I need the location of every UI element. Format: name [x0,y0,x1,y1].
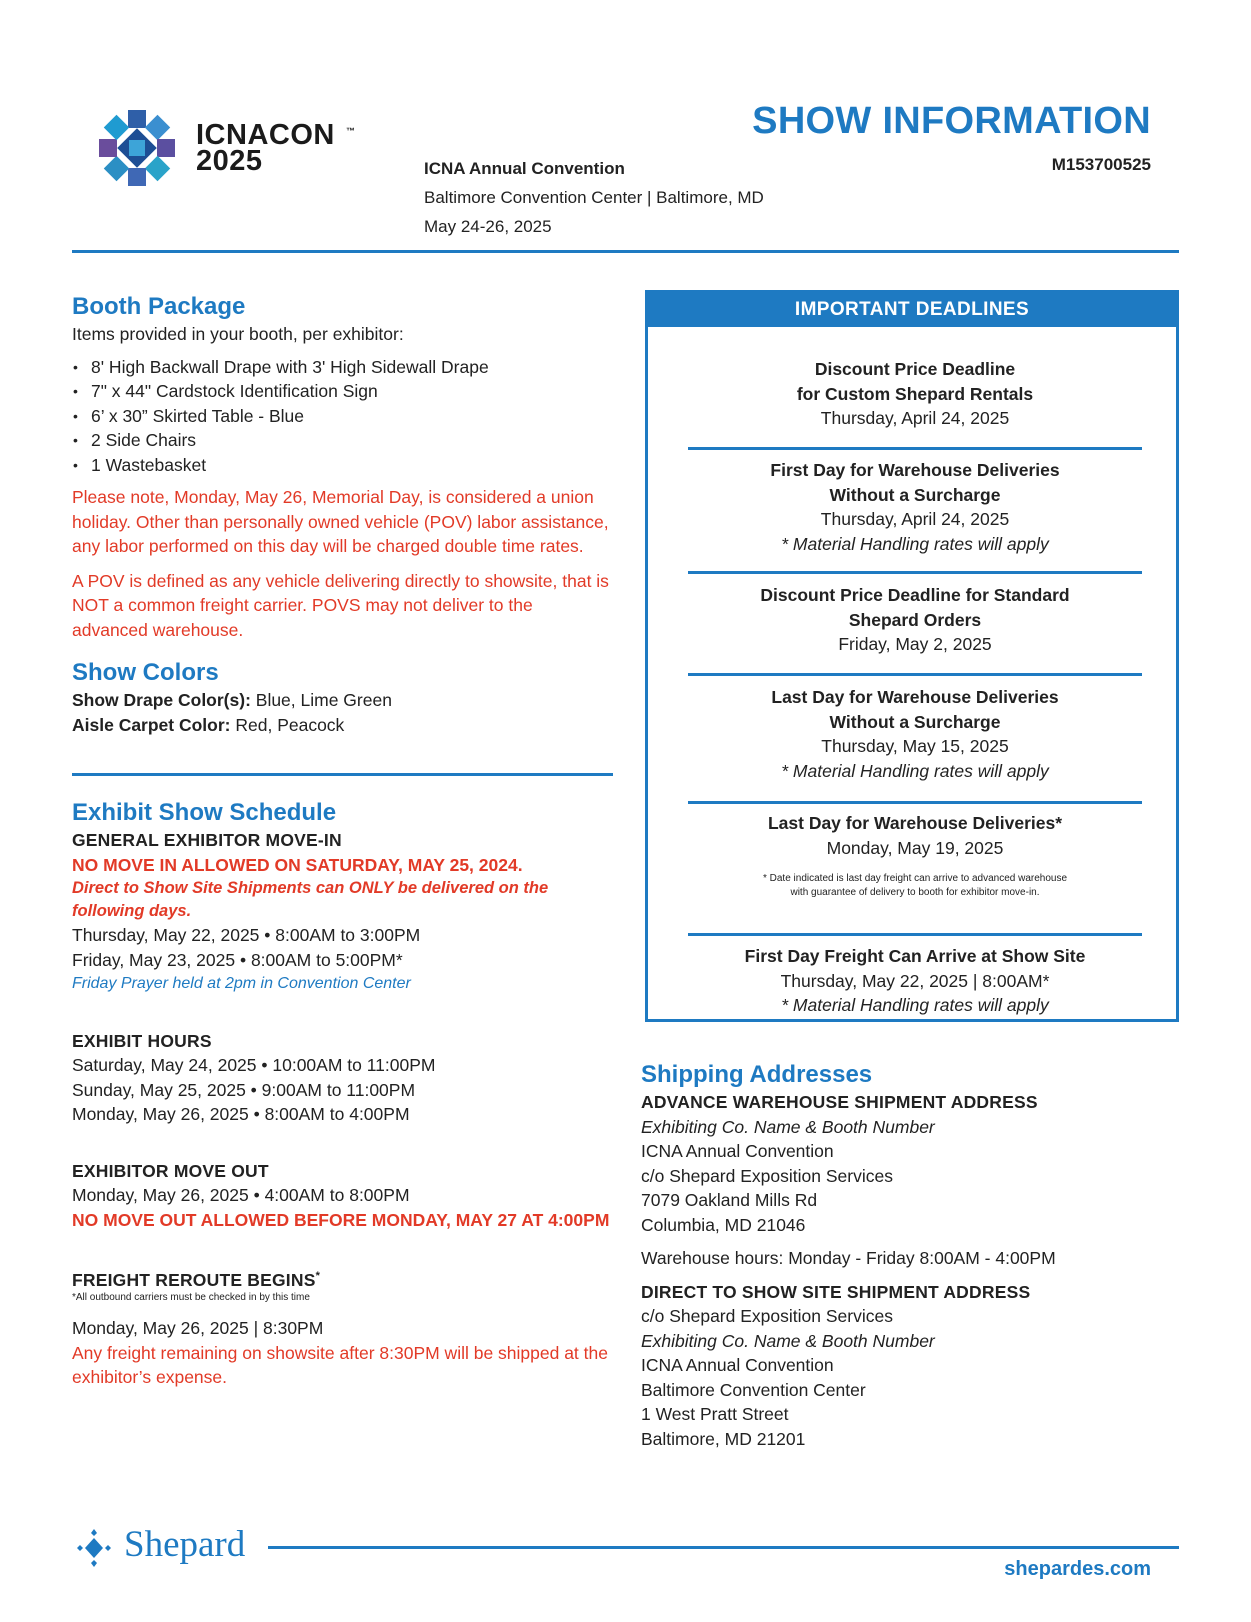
address-line: Columbia, MD 21046 [641,1214,806,1235]
exhibit-hours-line: Sunday, May 25, 2025 • 9:00AM to 11:00PM [72,1079,416,1100]
shipping-section [641,1060,1201,1451]
deadline-title: Discount Price Deadline [814,359,1016,379]
warehouse-hours: Warehouse hours: Monday - Friday 8:00AM - 4:00PM [641,1248,1056,1268]
shepard-diamond-icon [72,1528,116,1568]
schedule-heading: Exhibit Show Schedule [72,799,337,826]
list-item: • 6’ x 30” Skirted Table - Blue [72,404,612,429]
exhibit-hours-line: Monday, May 26, 2025 • 8:00AM to 4:00PM [72,1104,410,1124]
deadline-note: * Material Handling rates will apply [781,533,1049,554]
freight-reroute-star: * [315,1270,321,1282]
drape-color-line [72,688,612,713]
deadline-title: Shepard Orders [848,609,982,630]
deadline-item [688,944,1142,1018]
address-line: ICNA Annual Convention [641,1355,834,1375]
carpet-color-label: Aisle Carpet Color: [72,714,231,735]
exhibit-hours-heading: EXHIBIT HOURS [72,1030,212,1051]
move-out-warning: NO MOVE OUT ALLOWED BEFORE MONDAY, MAY 27 AT 4:00PM [72,1209,610,1230]
deadline-date: Thursday, May 22, 2025 | 8:00AM* [780,970,1050,991]
deadline-item [688,811,1142,900]
deadline-item [688,458,1142,556]
footer-url: shepardes.com [1004,1558,1151,1580]
event-venue: Baltimore Convention Center | Baltimore, MD [424,188,764,207]
page-title: SHOW INFORMATION [752,100,1151,142]
deadline-footnote [688,872,1142,900]
deadline-date: Friday, May 2, 2025 [838,634,992,654]
move-in-note: Direct to Show Site Shipments can ONLY be delivered on the following days. [72,879,549,920]
icnacon-logo-icon [97,108,177,188]
left-column [72,292,612,1390]
move-in-time: Friday, May 23, 2025 • 8:00AM to 5:00PM* [72,949,403,970]
deadlines-heading: IMPORTANT DEADLINES [648,293,1176,327]
deadline-title: for Custom Shepard Rentals [796,383,1034,404]
deadline-title: Last Day for Warehouse Deliveries* [767,813,1063,833]
event-info [424,154,944,241]
address-line: 7079 Oakland Mills Rd [641,1190,818,1210]
deadline-title: Discount Price Deadline for Standard [760,585,1070,605]
deadline-footnote-line: with guarantee of delivery to booth for exhibitor move-in. [790,887,1040,898]
deadline-note: * Material Handling rates will apply [781,760,1049,781]
memorial-day-note: Please note, Monday, May 26, Memorial Day, is considered a union holiday. Other than personally owned vehicle (POV) labor assistance, any labor performed on this day will be charged double time rates. [72,487,609,556]
shipping-heading: Shipping Addresses [641,1061,873,1088]
drape-color-value: Blue, Lime Green [250,690,392,710]
section-divider [72,773,613,776]
prayer-note: Friday Prayer held at 2pm in Convention Center [72,975,411,992]
event-name: ICNA Annual Convention [424,159,625,178]
deadline-date: Monday, May 19, 2025 [826,837,1004,858]
footer-divider [268,1546,1179,1549]
advance-warehouse-heading: ADVANCE WAREHOUSE SHIPMENT ADDRESS [641,1092,1038,1112]
deadline-title: First Day for Warehouse Deliveries [770,460,1060,480]
booth-intro: Items provided in your booth, per exhibitor: [72,324,404,344]
address-line: Exhibiting Co. Name & Booth Number [641,1330,935,1351]
list-item: • 1 Wastebasket [72,453,612,478]
move-out-heading: EXHIBITOR MOVE OUT [72,1160,269,1181]
important-deadlines-box [645,290,1179,1022]
deadline-date: Thursday, May 15, 2025 [821,736,1009,756]
deadline-title: Without a Surcharge [829,711,1001,732]
booth-items-list [72,355,612,478]
move-out-time: Monday, May 26, 2025 • 4:00AM to 8:00PM [72,1185,410,1205]
deadline-divider [688,801,1142,804]
deadline-divider [688,673,1142,676]
deadline-divider [688,571,1142,574]
deadline-title: Without a Surcharge [829,484,1001,505]
deadline-item [688,583,1142,657]
freight-reroute-time: Monday, May 26, 2025 | 8:30PM [72,1318,324,1339]
address-line: Baltimore, MD 21201 [641,1428,806,1449]
show-code: M153700525 [1051,155,1151,174]
move-in-warning: NO MOVE IN ALLOWED ON SATURDAY, MAY 25, 2024. [72,854,523,875]
carpet-color-line [72,713,612,738]
trademark-mark: ™ [346,126,355,136]
move-in-time: Thursday, May 22, 2025 • 8:00AM to 3:00PM [72,925,421,945]
shepard-logo-text: Shepard [124,1524,246,1565]
header-divider [72,250,1179,253]
deadline-title: First Day Freight Can Arrive at Show Site [744,946,1086,966]
booth-package-heading: Booth Package [72,293,246,320]
deadline-divider [688,447,1142,450]
direct-show-site-heading: DIRECT TO SHOW SITE SHIPMENT ADDRESS [641,1281,1031,1302]
deadline-date: Thursday, April 24, 2025 [820,408,1010,428]
deadline-date: Thursday, April 24, 2025 [820,509,1010,529]
deadline-item [688,685,1142,783]
list-item: • 8' High Backwall Drape with 3' High Sidewall Drape [72,355,612,380]
address-line: c/o Shepard Exposition Services [641,1306,893,1326]
address-line: 1 West Pratt Street [641,1404,789,1424]
address-line: c/o Shepard Exposition Services [641,1165,893,1186]
deadline-note: * Material Handling rates will apply [781,995,1049,1015]
deadline-title: Last Day for Warehouse Deliveries [771,687,1059,707]
logo-wordmark [196,119,356,177]
drape-color-label: Show Drape Color(s): [72,690,251,710]
address-line: Exhibiting Co. Name & Booth Number [641,1116,935,1137]
pov-note: A POV is defined as any vehicle delivering directly to showsite, that is NOT a common freight carrier. POVS may not deliver to the advanced warehouse. [72,570,609,640]
exhibit-hours-line: Saturday, May 24, 2025 • 10:00AM to 11:00PM [72,1055,436,1075]
freight-reroute-warning: Any freight remaining on showsite after 8:30PM will be shipped at the exhibitor’s expense. [72,1342,608,1388]
list-item: • 7" x 44" Cardstock Identification Sign [72,379,612,404]
freight-reroute-heading [72,1264,612,1292]
logo-text-line2: 2025 [196,145,263,177]
address-line: Baltimore Convention Center [641,1379,866,1400]
deadline-footnote-line: * Date indicated is last day freight can arrive to advanced warehouse [762,873,1068,884]
freight-reroute-footnote: *All outbound carriers must be checked in by this time [72,1292,310,1304]
move-in-heading: GENERAL EXHIBITOR MOVE-IN [72,830,342,850]
logo-text-line1: ICNACON [196,119,335,151]
show-colors-heading: Show Colors [72,659,219,686]
event-dates: May 24-26, 2025 [424,217,552,236]
carpet-color-value: Red, Peacock [230,714,345,735]
list-item: • 2 Side Chairs [72,428,612,453]
deadline-item [688,357,1142,431]
deadline-divider [688,933,1142,936]
address-line: ICNA Annual Convention [641,1141,834,1161]
freight-reroute-title: FREIGHT REROUTE BEGINS [72,1269,316,1290]
